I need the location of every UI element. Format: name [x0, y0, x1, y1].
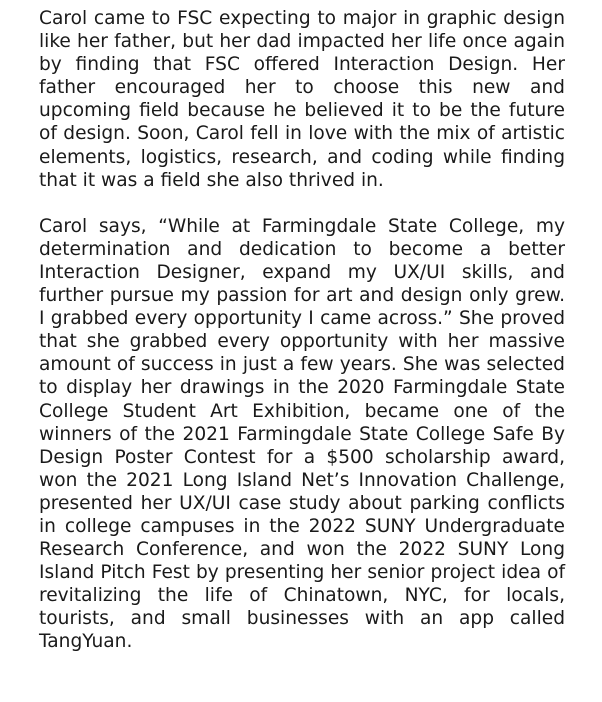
- paragraph-major-choice: Carol came to FSC expecting to major in graphic design like her father, but her dad impacted her life once again by finding that FSC offered Interaction Design. Her father encouraged her to choose this new and upcoming field because he believed it to be the future of design. Soon, Carol fell in love with the mix of artistic elements, logistics, research, and coding while finding that it was a field she also thrived in.: [39, 8, 565, 191]
- paragraph-achievements: Carol says, “While at Farmingdale State College, my determination and dedication to become a better Interaction Designer, expand my UX/UI skills, and further pursue my passion for art and design only grew. I grabbed every opportunity I came across.” She proved that she grabbed every opportunity with her massive amount of success in just a few years. She was selected to display her drawings in the 2020 Farmingdale State College Student Art Exhibition, became one of the winners of the 2021 Farmingdale State College Safe By Design Poster Contest for a $500 scholarship award, won the 2021 Long Island Net’s Innovation Challenge, presented her UX/UI case study about parking conflicts in college campuses in the 2022 SUNY Undergraduate Research Conference, and won the 2022 SUNY Long Island Pitch Fest by presenting her senior project idea of revitalizing the life of Chinatown, NYC, for locals, tourists, and small businesses with an app called TangYuan.: [39, 215, 565, 653]
- article-body: [39, 7, 565, 654]
